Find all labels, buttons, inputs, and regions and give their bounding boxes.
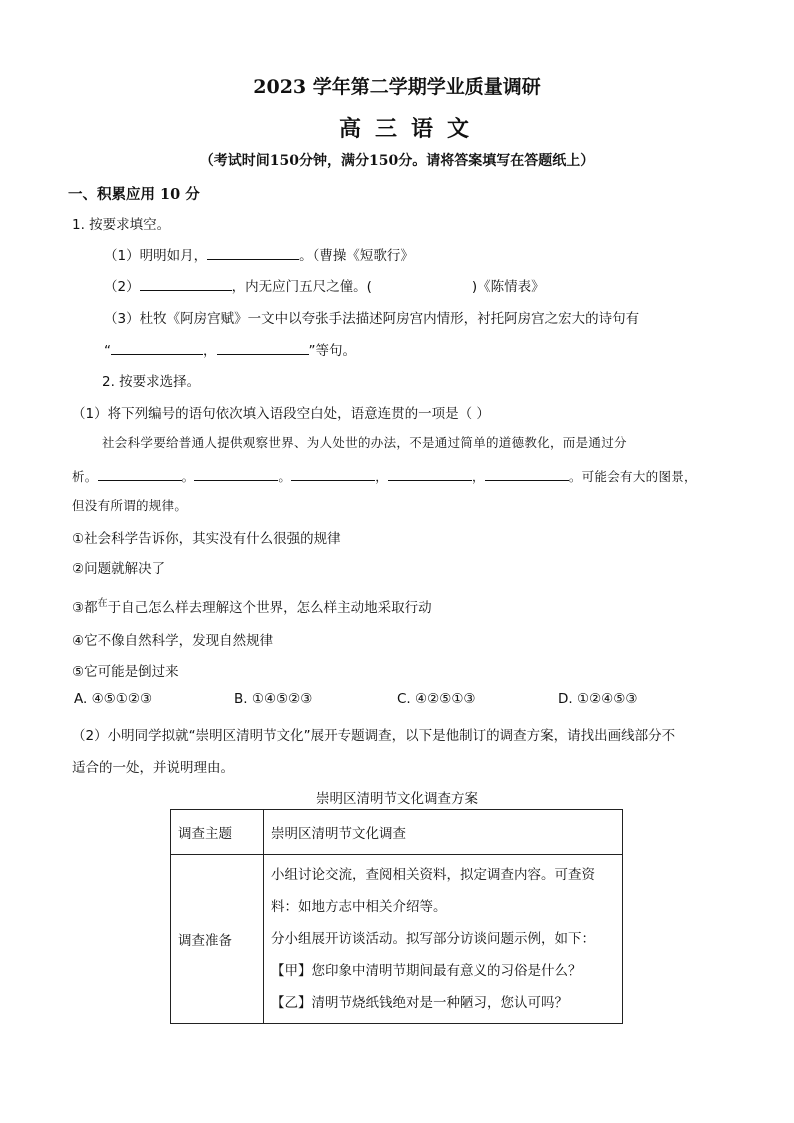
survey-plan-table — [170, 809, 623, 1024]
q1-item-3-line1: （3）杜牧《阿房宫赋》一文中以夸张手法描述阿房宫内情形，衬托阿房宫之宏大的诗句有 — [104, 311, 640, 327]
q2-sub2-line-1: （2）小明同学拟就“崇明区清明节文化”展开专题调查，以下是他制订的调查方案，请找出画线部分不 — [72, 728, 676, 744]
close-quote: ”等句。 — [308, 343, 356, 359]
passage-blank-3 — [291, 466, 375, 481]
row-label-topic: 调查主题 — [171, 810, 264, 855]
passage-line-2 — [72, 466, 697, 485]
option-d: D. ①②④⑤③ — [558, 691, 638, 707]
q1-item-3-line2 — [104, 339, 356, 359]
separator: ， — [472, 469, 485, 484]
q2-stem: 2. 按要求选择。 — [102, 374, 201, 390]
q1-item-1 — [104, 244, 414, 264]
exam-note: （考试时间150分钟，满分150分。请将答案填写在答题纸上） — [199, 153, 595, 169]
q2-sub1-stem: （1）将下列编号的语句依次填入语段空白处，语意连贯的一项是（ ） — [72, 406, 490, 422]
sentence-item-3 — [72, 596, 432, 616]
passage-blank-2 — [194, 466, 278, 481]
separator: 。 — [278, 469, 292, 484]
sentence-item-3-raised: 在 — [97, 598, 108, 609]
passage-blank-1 — [98, 466, 182, 481]
sentence-item-2: ②问题就解决了 — [72, 561, 166, 577]
q1-item-2-prefix: （2） — [104, 279, 140, 295]
q1-item-1-suffix: 。（曹操《短歌行》 — [299, 248, 414, 264]
answer-blank — [111, 340, 203, 355]
separator: ， — [375, 469, 389, 484]
table-caption: 崇明区清明节文化调查方案 — [316, 791, 478, 807]
interview-question-jia: 【甲】您印象中清明节期间最有意义的习俗是什么？ — [271, 963, 582, 979]
answer-blank — [217, 340, 309, 355]
passage-line-1: 社会科学要给普通人提供观察世界、为人处世的办法，不是通过简单的道德教化，而是通过分 — [102, 435, 627, 450]
sentence-item-4: ④它不像自然科学，发现自然规律 — [72, 633, 274, 649]
preparation-line: 分小组展开访谈活动。拟写部分访谈问题示例，如下： — [271, 931, 595, 947]
passage-blank-5 — [485, 466, 569, 481]
row-value-preparation — [264, 855, 623, 1024]
passage-end: 。可能会有大的图景， — [568, 469, 697, 484]
answer-blank — [140, 276, 232, 291]
section-heading: 一、积累应用 10 分 — [68, 186, 200, 203]
option-a: A. ④⑤①②③ — [74, 691, 153, 707]
open-quote: “ — [104, 343, 111, 359]
q2-sub2-line-2: 适合的一处，并说明理由。 — [72, 760, 234, 776]
q1-item-2-suffix: )《陈情表》 — [471, 279, 545, 295]
row-value-topic: 崇明区清明节文化调查 — [264, 810, 623, 855]
option-c: C. ④②⑤①③ — [397, 691, 476, 707]
table-row — [171, 810, 623, 855]
preparation-line: 料：如地方志中相关介绍等。 — [271, 899, 447, 915]
preparation-line: 小组讨论交流，查阅相关资料，拟定调查内容。可查资 — [271, 867, 595, 883]
answer-blank — [207, 245, 299, 260]
q1-item-1-prefix: （1）明明如月， — [104, 248, 208, 264]
sentence-item-1: ①社会科学告诉你，其实没有什么很强的规律 — [72, 531, 341, 547]
separator: 。 — [181, 469, 195, 484]
sentence-item-5: ⑤它可能是倒过来 — [72, 664, 179, 680]
q1-stem: 1. 按要求填空。 — [72, 217, 171, 233]
row-label-preparation: 调查准备 — [171, 855, 264, 1024]
passage-line-3: 但没有所谓的规律。 — [72, 498, 188, 513]
passage-blank-4 — [388, 466, 472, 481]
exam-subject: 高三语文 — [338, 116, 483, 142]
sentence-item-3-rest: 于自己怎么样去理解这个世界，怎么样主动地采取行动 — [107, 600, 432, 616]
sentence-item-3-prefix: ③都 — [72, 600, 98, 616]
table-row — [171, 855, 623, 1024]
q1-item-2 — [104, 275, 545, 295]
passage-start: 析。 — [72, 469, 98, 484]
exam-title: 2023 学年第二学期学业质量调研 — [253, 76, 541, 98]
q1-item-2-mid: ，内无应门五尺之僮。( — [231, 279, 372, 295]
option-b: B. ①④⑤②③ — [234, 691, 313, 707]
comma: ， — [203, 343, 217, 359]
interview-question-yi: 【乙】清明节烧纸钱绝对是一种陋习，您认可吗？ — [271, 995, 568, 1011]
